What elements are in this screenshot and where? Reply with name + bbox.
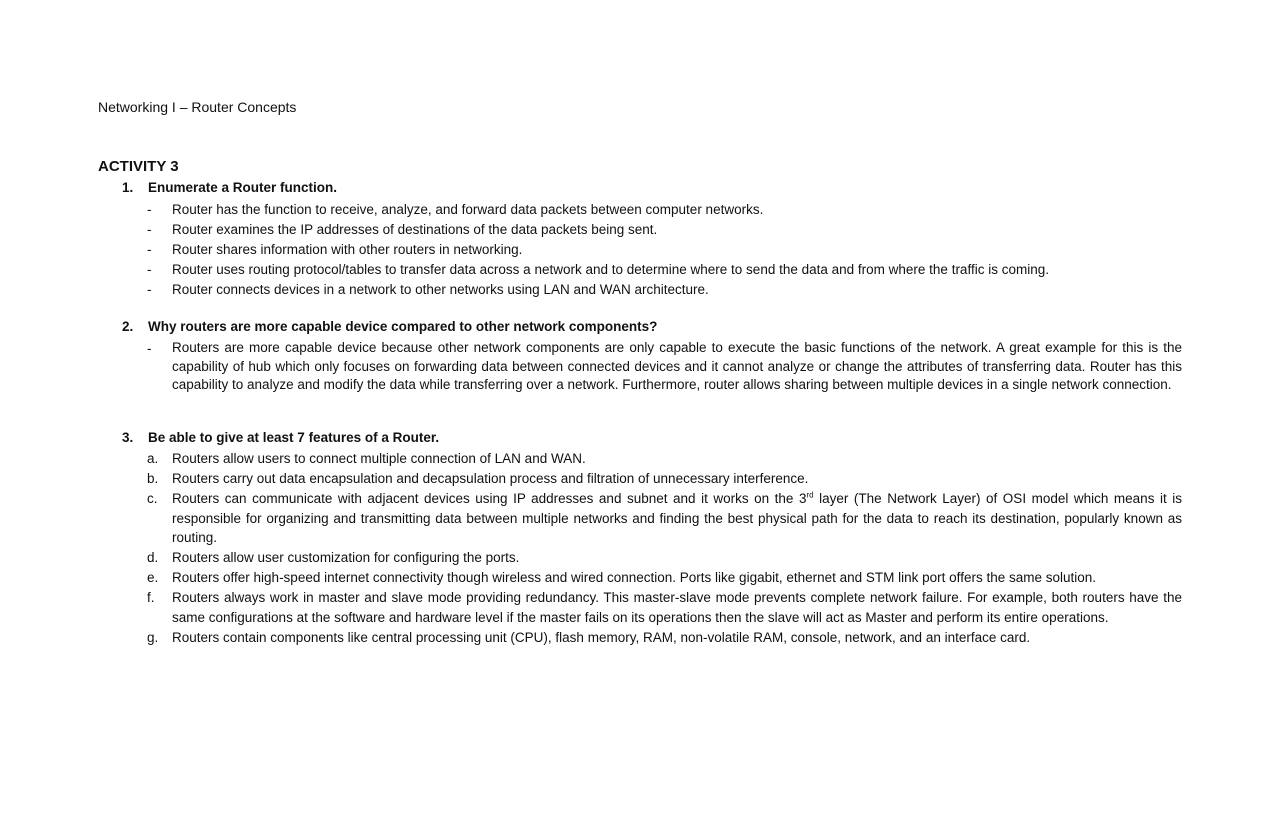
superscript: rd — [806, 490, 814, 500]
activity-title: ACTIVITY 3 — [98, 158, 179, 175]
list-item-text: Router shares information with other routers in networking. — [172, 242, 523, 257]
item-label: d. — [147, 550, 159, 565]
question-text: Be able to give at least 7 features of a Router. — [148, 430, 440, 445]
list-item-text: Routers contain components like central processing unit (CPU), flash memory, RAM, non-volatile RAM, console, network, and an interface card. — [172, 630, 1031, 645]
list-item-text: Router examines the IP addresses of destinations of the data packets being sent. — [172, 222, 658, 237]
list-item-text: Router uses routing protocol/tables to transfer data across a network and to determine where to send the data and from where the traffic is coming. — [172, 262, 1049, 277]
question-2-heading — [122, 319, 657, 334]
question-1-heading — [122, 180, 337, 195]
item-label: b. — [147, 471, 159, 486]
bullet-marker: - — [147, 202, 152, 217]
item-label: e. — [147, 570, 159, 585]
list-item-text: Router connects devices in a network to other networks using LAN and WAN architecture. — [172, 282, 709, 297]
list-item-text: Routers allow users to connect multiple connection of LAN and WAN. — [172, 451, 586, 466]
question-number: 1. — [122, 180, 134, 195]
question-number: 3. — [122, 430, 134, 445]
bullet-marker: - — [147, 341, 152, 356]
list-item-text: Router has the function to receive, analyze, and forward data packets between computer networks. — [172, 202, 764, 217]
item-label: a. — [147, 451, 159, 466]
list-item-text — [172, 489, 1182, 548]
item-label: g. — [147, 630, 159, 645]
question-text: Why routers are more capable device compared to other network components? — [148, 319, 658, 334]
text-segment: layer (The Network Layer) of OSI model which means it is responsible for organizing and transmitting data between multiple networks and finding the best physical path for the data to reach its destination, popularly known as routing. — [172, 491, 1182, 545]
item-label: c. — [147, 491, 158, 506]
list-item-text: Routers allow user customization for configuring the ports. — [172, 550, 520, 565]
question-3-heading — [122, 430, 439, 445]
list-item-text: Routers offer high-speed internet connectivity though wireless and wired connection. Ports like gigabit, ethernet and STM link port offers the same solution. — [172, 570, 1097, 585]
list-item-text: Routers always work in master and slave mode providing redundancy. This master-slave mode prevents complete network failure. For example, both routers have the same configurations at the software and hardware level if the master fails on its operations then the slave will act as Master and perform its entire operations. — [172, 590, 1182, 625]
question-text: Enumerate a Router function. — [148, 180, 338, 195]
page-header: Networking I – Router Concepts — [98, 99, 297, 115]
list-item-text: Routers carry out data encapsulation and decapsulation process and filtration of unnecessary interference. — [172, 471, 809, 486]
bullet-marker: - — [147, 222, 152, 237]
item-label: f. — [147, 590, 155, 605]
text-segment: Routers can communicate with adjacent devices using IP addresses and subnet and it works on the 3 — [172, 491, 807, 506]
question-number: 2. — [122, 319, 134, 334]
list-item-text: Routers are more capable device because other network components are only capable to execute the basic functions of the network. A great example for this is the capability of hub which only focuses on forwarding data between connected devices and it cannot analyze or change the attributes of transferring data. Router has this capability to analyze and modify the data while transferring over a network. Furthermore, router allows sharing between multiple devices in a single network connection. — [172, 340, 1182, 392]
bullet-marker: - — [147, 282, 152, 297]
bullet-marker: - — [147, 262, 152, 277]
bullet-marker: - — [147, 242, 152, 257]
